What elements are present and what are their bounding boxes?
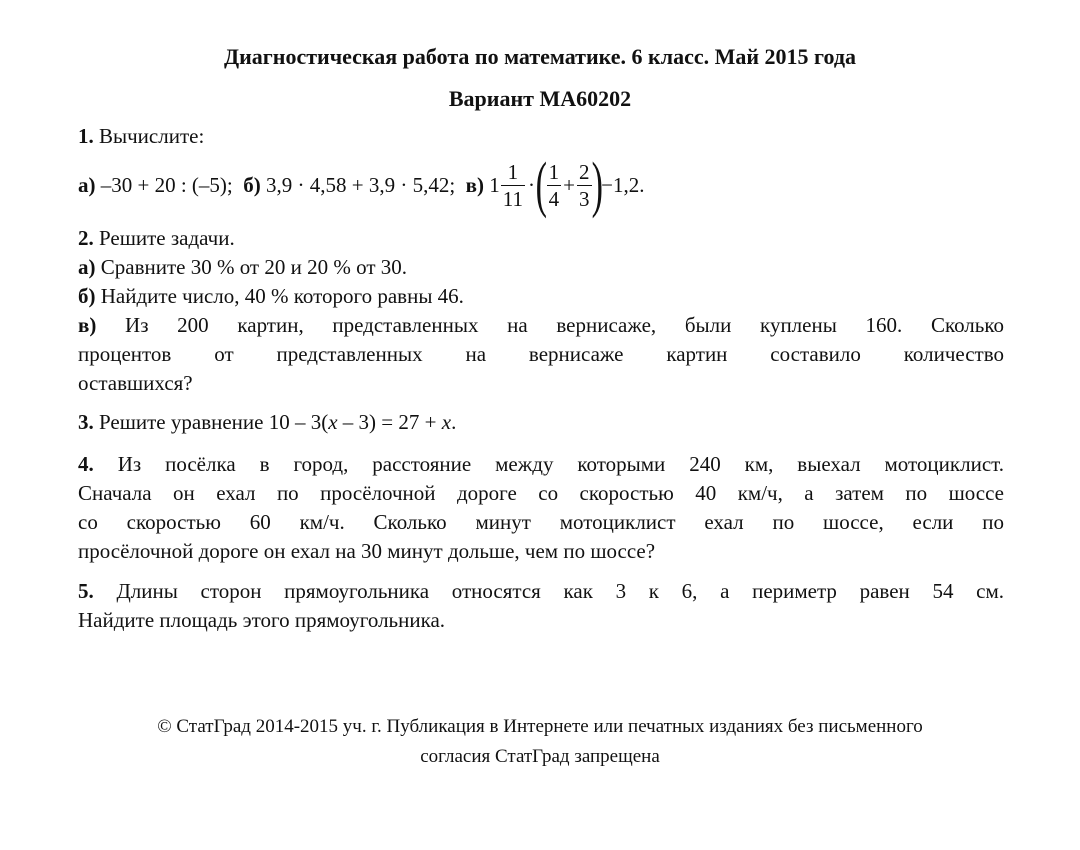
task4-line3: со скоростью 60 км/ч. Сколько минут мотоциклист ехал по шоссе, если по	[78, 510, 1004, 534]
task2-a-label: а)	[78, 255, 96, 279]
copyright-footer	[0, 712, 1080, 772]
multiply-dot: ·	[528, 172, 535, 197]
fraction-1-4	[547, 159, 562, 212]
task2-c-line2: процентов от представленных на вернисаже картин составило количество	[78, 342, 1004, 366]
variant-title: Вариант МА60202	[448, 86, 632, 111]
task1-number: 1.	[78, 124, 94, 148]
task1-c-label: в)	[465, 172, 485, 197]
fraction-numerator: 1	[507, 159, 519, 184]
task4-line4: просёлочной дороге он ехал на 30 минут дольше, чем по шоссе?	[78, 539, 656, 563]
task2-number: 2.	[78, 226, 94, 250]
task2-a	[78, 253, 1004, 282]
task2-c-text1: Из 200 картин, представленных на вернисаже, были куплены 160. Сколько	[125, 313, 1004, 337]
task2-c-label: в)	[78, 313, 97, 337]
fraction-denominator: 3	[579, 186, 590, 211]
task3-text-pre: Решите уравнение 10 – 3(	[99, 410, 329, 434]
task3-number: 3.	[78, 410, 94, 434]
task4-line1	[78, 450, 1004, 479]
task2-b-text: Найдите число, 40 % которого равны 46.	[100, 284, 464, 308]
task5-line1	[78, 577, 1004, 606]
task5-line2: Найдите площадь этого прямоугольника.	[78, 608, 446, 632]
task3-text-end: .	[451, 410, 457, 434]
task2-a-text: Сравните 30 % от 20 и 20 % от 30.	[100, 255, 407, 279]
task2-c-line3: оставшихся?	[78, 371, 193, 395]
fraction-denominator: 4	[548, 186, 560, 211]
task1-b-label: б)	[243, 172, 261, 197]
task2-heading	[78, 224, 1004, 253]
task1-text: Вычислите:	[99, 124, 205, 148]
plus-sign: +	[563, 172, 575, 197]
fraction-numerator: 1	[548, 159, 560, 184]
task2-b	[78, 282, 1004, 311]
task4-text1: Из посёлка в город, расстояние между которыми 240 км, выехал мотоциклист.	[117, 452, 1004, 476]
footer-line1: © СтатГрад 2014-2015 уч. г. Публикация в Интернете или печатных изданиях без письменного	[157, 716, 923, 737]
fraction-1-11	[501, 159, 525, 212]
fraction-numerator: 2	[579, 159, 590, 184]
task2-b-label: б)	[78, 284, 96, 308]
task3	[78, 408, 1004, 437]
task4-line2: Сначала он ехал по просёлочной дороге со скоростью 40 км/ч, а затем по шоссе	[78, 481, 1004, 505]
task1-heading	[78, 122, 1004, 151]
variable-x: x	[328, 410, 338, 434]
variable-x: x	[441, 410, 452, 434]
footer-line2: согласия СтатГрад запрещена	[420, 746, 660, 767]
task1-c-tail: −1,2.	[601, 172, 645, 197]
task4-number: 4.	[78, 452, 94, 476]
task2-text: Решите задачи.	[99, 226, 235, 250]
page-title: Диагностическая работа по математике. 6 класс. Май 2015 года	[224, 44, 856, 69]
task1-c-whole: 1	[489, 172, 500, 197]
task1-b-expr: 3,9 · 4,58 + 3,9 · 5,42;	[266, 172, 456, 197]
fraction-2-3	[577, 159, 592, 212]
task1-expressions	[78, 152, 1004, 218]
task1-a-label: а)	[78, 172, 96, 197]
task2-c-line1	[78, 311, 1004, 340]
task5-text1: Длины сторон прямоугольника относятся как 3 к 6, а периметр равен 54 см.	[116, 579, 1004, 603]
left-paren: (	[535, 151, 548, 219]
task1-a-expr: –30 + 20 : (–5);	[100, 172, 233, 197]
fraction-denominator: 11	[502, 186, 523, 211]
task5-number: 5.	[78, 579, 94, 603]
task3-text-mid: – 3) = 27 +	[337, 410, 442, 434]
right-paren: )	[591, 151, 603, 219]
